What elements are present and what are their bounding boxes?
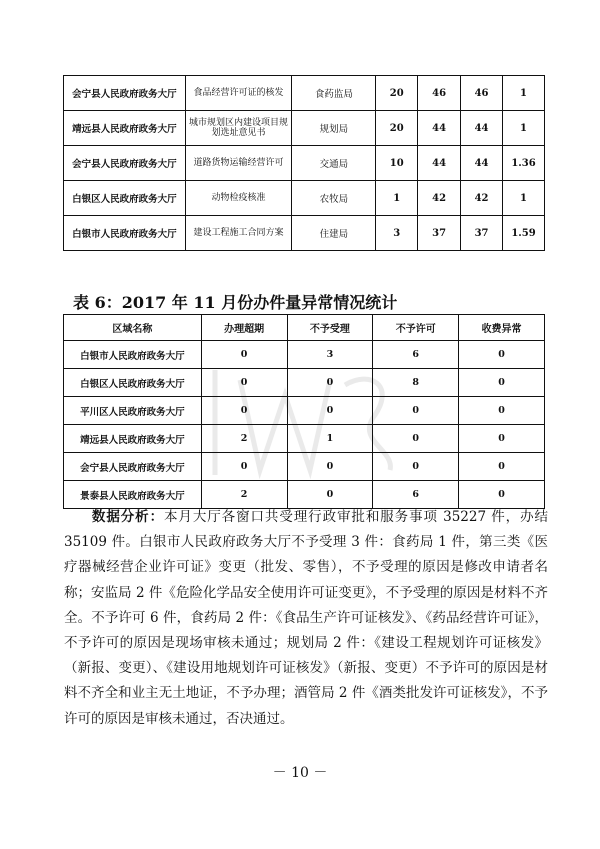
cell-fee-abnormal: 0	[459, 341, 545, 369]
cell-value-4: 1	[503, 181, 545, 216]
cell-area: 靖远县人民政府政务大厅	[64, 425, 202, 453]
data-analysis-paragraph	[64, 505, 548, 732]
cell-overdue: 2	[201, 425, 287, 453]
cell-agency: 白银市人民政府政务大厅	[64, 216, 186, 251]
cell-value-1: 3	[376, 216, 418, 251]
cell-value-1: 20	[376, 76, 418, 111]
cell-value-2: 44	[418, 146, 461, 181]
cell-department: 规划局	[292, 111, 376, 146]
cell-overdue: 0	[201, 397, 287, 425]
cell-fee-abnormal: 0	[459, 481, 545, 509]
cell-value-2: 42	[418, 181, 461, 216]
cell-department: 农牧局	[292, 181, 376, 216]
cell-overdue: 0	[201, 341, 287, 369]
cell-overdue: 2	[201, 481, 287, 509]
table-row	[64, 76, 545, 111]
cell-value-3: 44	[461, 111, 503, 146]
cell-fee-abnormal: 0	[459, 425, 545, 453]
table-6-title: 表 6：2017 年 11 月份办件量异常情况统计	[73, 293, 398, 312]
column-header-overdue: 办理超期	[201, 315, 287, 341]
table-row	[64, 341, 545, 369]
cell-fee-abnormal: 0	[459, 369, 545, 397]
cell-value-4: 1	[503, 111, 545, 146]
cell-not-accepted: 0	[287, 453, 373, 481]
analysis-text: 本月大厅各窗口共受理行政审批和服务事项 35227 件，办结 35109 件。白银市人民政府政务大厅不予受理 3 件：食药局 1 件，第三类《医疗器械经营企业许可证》变更（批发、零售），不予受理的原因是修改申请者名称；安监局 2 件《危险化学品安全使用许可证变更》，不予受理的原因是材料不齐全。不予许可 6 件，食药局 2 件：《食品生产许可证核发》、《药品经营许可证》，不予许可的原因是现场审核未通过；规划局 2 件：《建设工程规划许可证核发》（新报、变更）、《建设用地规划许可证核发》（新报、变更）不予许可的原因是材料不齐全和业主无土地证，不予办理；酒管局 2 件《酒类批发许可证核发》，不予许可的原因是审核未通过，否决通过。	[64, 509, 549, 727]
column-header-not-permitted: 不予许可	[373, 315, 459, 341]
cell-not-accepted: 1	[287, 425, 373, 453]
cell-not-permitted: 6	[373, 481, 459, 509]
cell-overdue: 0	[201, 453, 287, 481]
cell-area: 景泰县人民政府政务大厅	[64, 481, 202, 509]
column-header-area: 区域名称	[64, 315, 202, 341]
cell-area: 平川区人民政府政务大厅	[64, 397, 202, 425]
cell-value-2: 44	[418, 111, 461, 146]
table-5-continued	[63, 75, 545, 251]
cell-department: 住建局	[292, 216, 376, 251]
cell-area: 白银区人民政府政务大厅	[64, 369, 202, 397]
column-header-fee-abnormal: 收费异常	[459, 315, 545, 341]
cell-agency: 会宁县人民政府政务大厅	[64, 146, 186, 181]
cell-service: 建设工程施工合同方案	[185, 216, 292, 251]
cell-value-3: 46	[461, 76, 503, 111]
cell-fee-abnormal: 0	[459, 453, 545, 481]
table-row	[64, 216, 545, 251]
table-row	[64, 369, 545, 397]
cell-not-permitted: 0	[373, 453, 459, 481]
cell-agency: 白银区人民政府政务大厅	[64, 181, 186, 216]
table-row	[64, 425, 545, 453]
cell-not-permitted: 8	[373, 369, 459, 397]
cell-area: 会宁县人民政府政务大厅	[64, 453, 202, 481]
cell-not-permitted: 0	[373, 397, 459, 425]
cell-not-accepted: 0	[287, 481, 373, 509]
cell-not-permitted: 6	[373, 341, 459, 369]
cell-value-1: 1	[376, 181, 418, 216]
cell-agency: 靖远县人民政府政务大厅	[64, 111, 186, 146]
cell-fee-abnormal: 0	[459, 397, 545, 425]
cell-department: 交通局	[292, 146, 376, 181]
cell-not-permitted: 0	[373, 425, 459, 453]
cell-value-4: 1	[503, 76, 545, 111]
cell-value-3: 44	[461, 146, 503, 181]
cell-value-3: 37	[461, 216, 503, 251]
cell-department: 食药监局	[292, 76, 376, 111]
cell-value-1: 10	[376, 146, 418, 181]
cell-not-accepted: 3	[287, 341, 373, 369]
table-row	[64, 181, 545, 216]
table-row	[64, 146, 545, 181]
table-row	[64, 111, 545, 146]
cell-service: 道路货物运输经营许可	[185, 146, 292, 181]
analysis-lead: 数据分析：	[91, 509, 164, 525]
table-row	[64, 397, 545, 425]
page-number: － 10 －	[272, 765, 328, 781]
cell-value-3: 42	[461, 181, 503, 216]
cell-service: 城市规划区内建设项目规划选址意见书	[185, 111, 292, 146]
cell-value-4: 1.59	[503, 216, 545, 251]
cell-overdue: 0	[201, 369, 287, 397]
cell-not-accepted: 0	[287, 369, 373, 397]
table-6-abnormal-stats	[63, 314, 545, 509]
cell-value-4: 1.36	[503, 146, 545, 181]
table-header-row	[64, 315, 545, 341]
cell-value-2: 37	[418, 216, 461, 251]
cell-agency: 会宁县人民政府政务大厅	[64, 76, 186, 111]
cell-service: 食品经营许可证的核发	[185, 76, 292, 111]
cell-service: 动物检疫核准	[185, 181, 292, 216]
cell-value-1: 20	[376, 111, 418, 146]
cell-area: 白银市人民政府政务大厅	[64, 341, 202, 369]
cell-value-2: 46	[418, 76, 461, 111]
table-row	[64, 453, 545, 481]
column-header-not-accepted: 不予受理	[287, 315, 373, 341]
cell-not-accepted: 0	[287, 397, 373, 425]
